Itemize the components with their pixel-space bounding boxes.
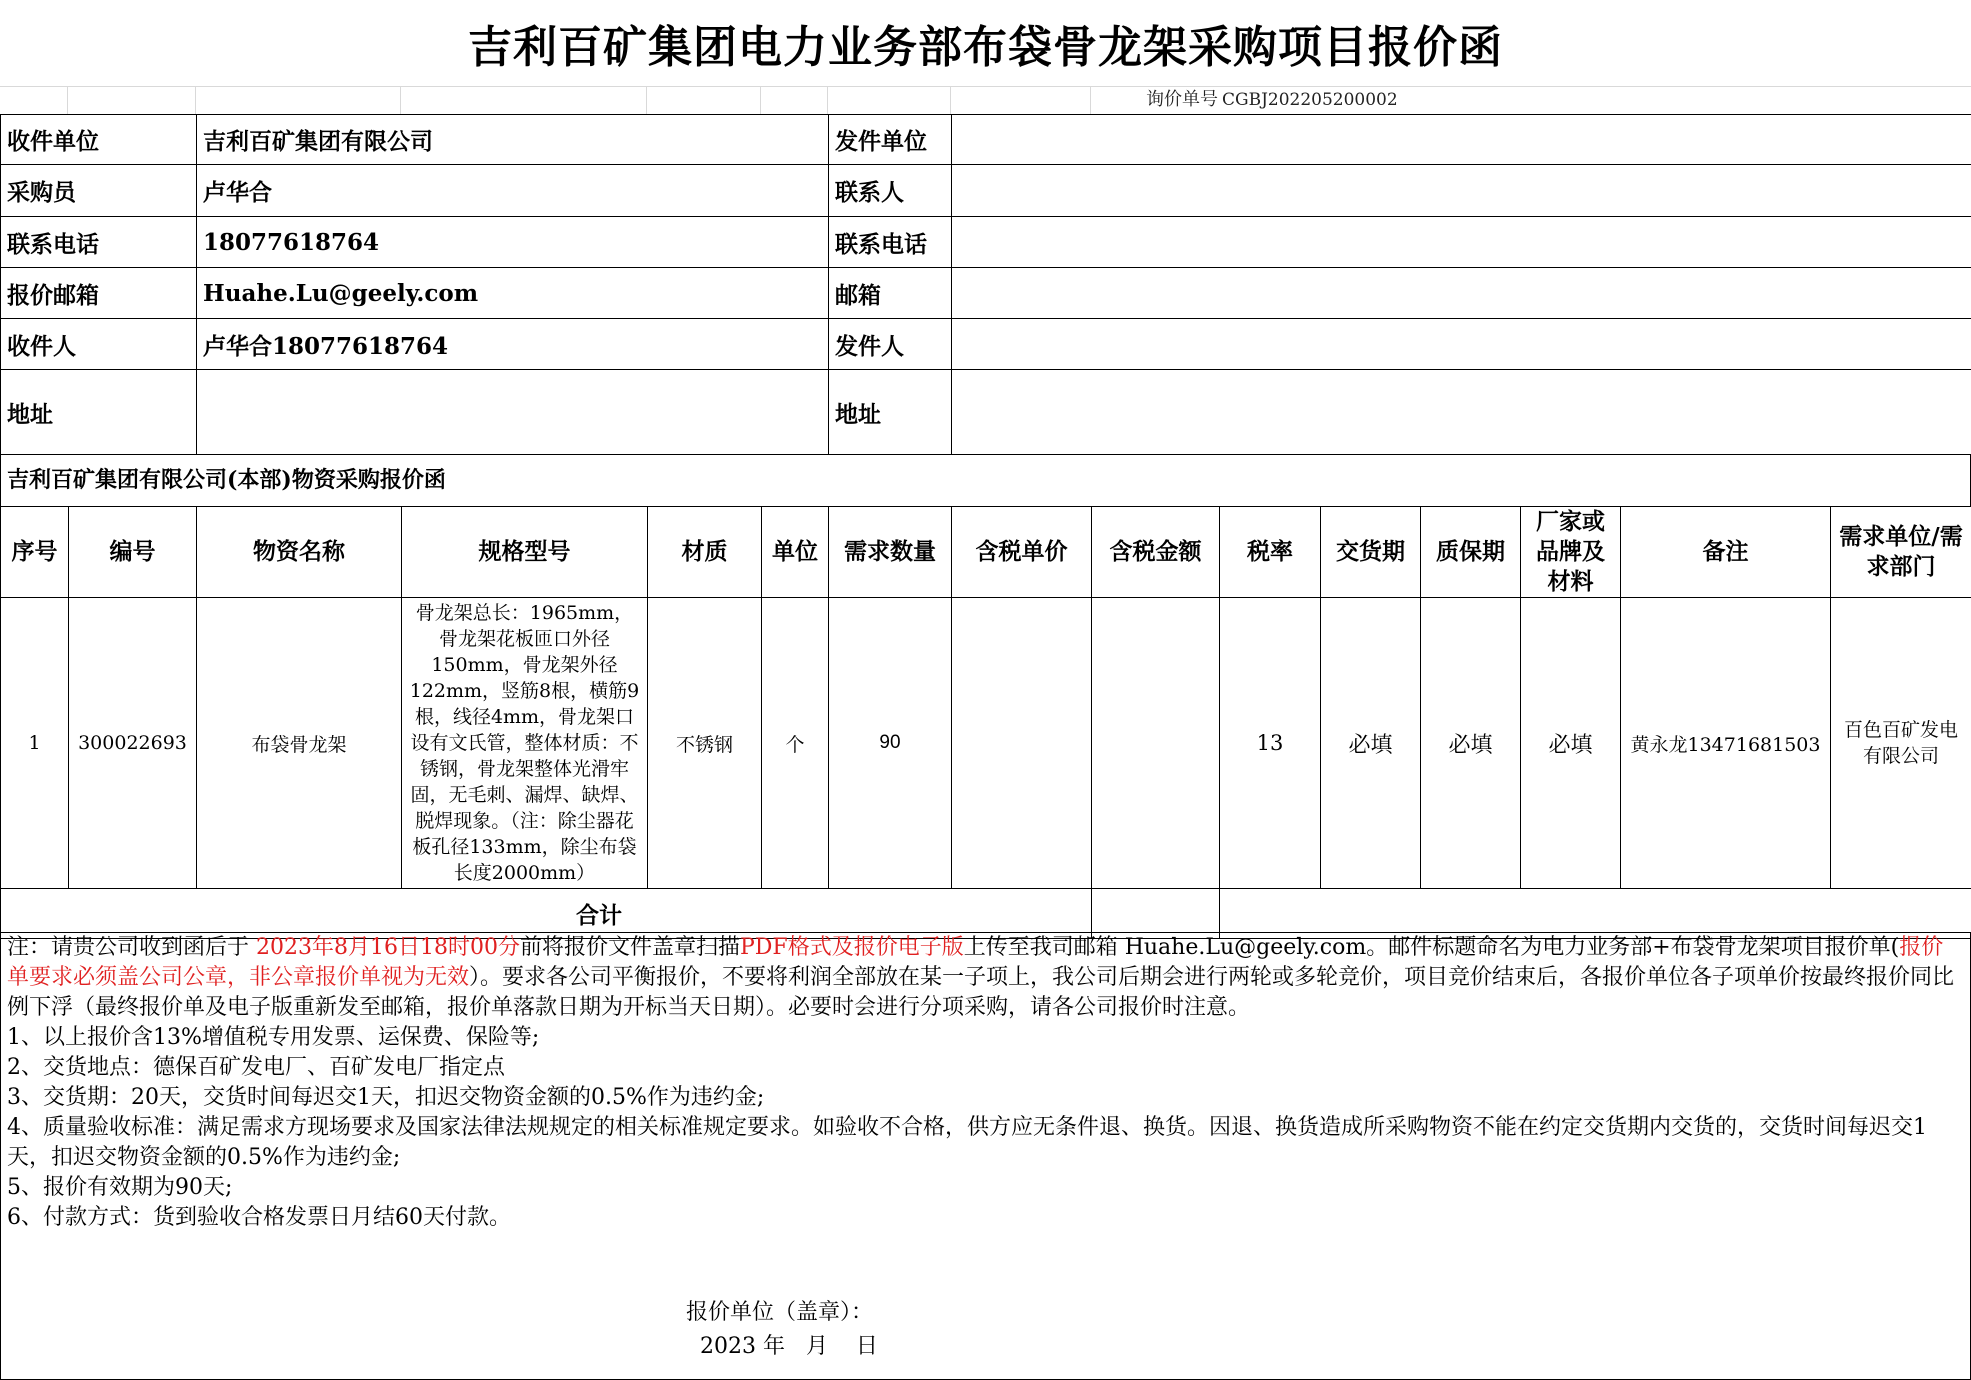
quoting-unit-seal-label: 报价单位（盖章）： bbox=[686, 1300, 874, 1325]
recipient-company-value: 吉利百矿集团有限公司 bbox=[197, 115, 829, 165]
row-no: 1 bbox=[1, 598, 69, 889]
notes-text: 前将报价文件盖章扫描 bbox=[519, 935, 740, 960]
header-cell: 单位 bbox=[762, 507, 829, 598]
note-item: 5、报价有效期为90天; bbox=[7, 1175, 233, 1200]
sender-value[interactable] bbox=[952, 319, 1971, 370]
total-amount-cell[interactable] bbox=[1092, 889, 1220, 939]
blank-grid-row bbox=[0, 86, 1971, 114]
sender-email-value[interactable] bbox=[952, 268, 1971, 319]
row-code: 300022693 bbox=[69, 598, 197, 889]
receiver-value: 卢华合18077618764 bbox=[197, 319, 829, 370]
note-item: 3、交货期：20天，交货时间每迟交1天，扣迟交物资金额的0.5%作为违约金; bbox=[7, 1085, 765, 1110]
notes-text: 上传至我司邮箱 Huahe.Lu@geely.com。邮件标题命名为电力业务部+布袋骨龙架项目报价单( bbox=[963, 935, 1900, 960]
note-item: 6、付款方式：货到验收合格发票日月结60天付款。 bbox=[7, 1205, 511, 1230]
grid-cell bbox=[647, 86, 761, 114]
note-item: 1、以上报价含13%增值税专用发票、运保费、保险等; bbox=[7, 1025, 540, 1050]
signature-block bbox=[686, 1296, 878, 1364]
buyer-phone-value: 18077618764 bbox=[197, 217, 829, 268]
info-row bbox=[1, 165, 1971, 217]
row-remark: 黄永龙13471681503 bbox=[1621, 598, 1831, 889]
grid-cell bbox=[828, 86, 951, 114]
row-amount-input[interactable] bbox=[1092, 598, 1220, 889]
header-cell: 需求数量 bbox=[829, 507, 952, 598]
inquiry-number-label: 询价单号 bbox=[1146, 89, 1218, 110]
contact-person-label: 联系人 bbox=[829, 165, 952, 217]
grid-cell bbox=[951, 86, 1091, 114]
info-row bbox=[1, 370, 1971, 455]
format-highlight: PDF格式及报价电子版 bbox=[739, 935, 964, 960]
sender-label: 发件人 bbox=[829, 319, 952, 370]
row-warranty[interactable]: 必填 bbox=[1421, 598, 1521, 889]
header-cell: 物资名称 bbox=[197, 507, 402, 598]
grid-cell bbox=[401, 86, 647, 114]
info-row bbox=[1, 268, 1971, 319]
header-cell: 材质 bbox=[648, 507, 762, 598]
inquiry-number-value: CGBJ202205200002 bbox=[1222, 90, 1398, 110]
contact-info-table bbox=[0, 114, 1971, 455]
info-row bbox=[1, 319, 1971, 370]
section-title: 吉利百矿集团有限公司(本部)物资采购报价函 bbox=[0, 454, 1971, 506]
info-row bbox=[1, 217, 1971, 268]
row-unit: 个 bbox=[762, 598, 829, 889]
header-cell: 含税单价 bbox=[952, 507, 1092, 598]
recipient-address-value bbox=[197, 370, 829, 455]
row-dept: 百色百矿发电有限公司 bbox=[1831, 598, 1971, 889]
row-name: 布袋骨龙架 bbox=[197, 598, 402, 889]
grid-cell bbox=[761, 86, 828, 114]
recipient-address-label: 地址 bbox=[1, 370, 197, 455]
header-cell: 含税金额 bbox=[1092, 507, 1220, 598]
buyer-phone-label: 联系电话 bbox=[1, 217, 197, 268]
header-cell: 税率 bbox=[1220, 507, 1321, 598]
row-unit-price-input[interactable] bbox=[952, 598, 1092, 889]
header-cell: 规格型号 bbox=[402, 507, 648, 598]
notes-text: ）。要求各公司平衡报价，不要将利润全部放在某一子项上，我公司后期会进行两轮或多轮竞价，项目竞价结束后，各报价单位各子项单价按最终报价同比例下浮（最终报价单及电子版重新发至邮箱，报价单落款日期为开标当天日期）。必要时会进行分项采购，请各公司报价时注意。 bbox=[7, 965, 1955, 1020]
sender-company-label: 发件单位 bbox=[829, 115, 952, 165]
sender-phone-label: 联系电话 bbox=[829, 217, 952, 268]
grid-cell bbox=[196, 86, 401, 114]
header-cell: 厂家或品牌及材料 bbox=[1521, 507, 1621, 598]
row-spec: 骨龙架总长：1965mm，骨龙架花板匝口外径150mm，骨龙架外径122mm，竖筋8根，横筋9根，线径4mm，骨龙架口设有文氏管，整体材质：不锈钢，骨龙架整体光滑牢固，无毛刺、漏焊、缺焊、脱焊现象。（注：除尘器花板孔径133mm，除尘布袋长度2000mm） bbox=[402, 598, 648, 889]
note-item: 4、质量验收标准：满足需求方现场要求及国家法律法规规定的相关标准规定要求。如验收不合格，供方应无条件退、换货。因退、换货造成所采购物资不能在约定交货期内交货的，交货时间每迟交1天，扣迟交物资金额的0.5%作为违约金; bbox=[7, 1115, 1928, 1170]
info-row bbox=[1, 115, 1971, 165]
sender-address-value[interactable] bbox=[952, 370, 1971, 455]
deadline-highlight: 2023年8月16日18时00分 bbox=[256, 935, 520, 960]
row-delivery[interactable]: 必填 bbox=[1321, 598, 1421, 889]
header-cell: 备注 bbox=[1621, 507, 1831, 598]
grid-cell bbox=[0, 86, 68, 114]
header-cell: 质保期 bbox=[1421, 507, 1521, 598]
row-tax: 13 bbox=[1220, 598, 1321, 889]
header-cell: 需求单位/需求部门 bbox=[1831, 507, 1971, 598]
quote-email-label: 报价邮箱 bbox=[1, 268, 197, 319]
row-material: 不锈钢 bbox=[648, 598, 762, 889]
sender-email-label: 邮箱 bbox=[829, 268, 952, 319]
grid-cell bbox=[68, 86, 196, 114]
sender-phone-value[interactable] bbox=[952, 217, 1971, 268]
seal-requirement-highlight: 报价单要求必须盖公司公章，非公章报价单视为无效 bbox=[7, 935, 1944, 990]
items-table bbox=[0, 506, 1971, 939]
table-row bbox=[1, 598, 1971, 889]
contact-person-value[interactable] bbox=[952, 165, 1971, 217]
total-blank-cell bbox=[1220, 889, 1971, 939]
sender-company-value[interactable] bbox=[952, 115, 1971, 165]
notes-intro bbox=[7, 933, 1964, 1023]
quote-email-value: Huahe.Lu@geely.com bbox=[197, 268, 829, 319]
total-label: 合计 bbox=[1, 889, 1092, 939]
note-item: 2、交货地点：德保百矿发电厂、百矿发电厂指定点 bbox=[7, 1055, 505, 1080]
sender-address-label: 地址 bbox=[829, 370, 952, 455]
row-brand[interactable]: 必填 bbox=[1521, 598, 1621, 889]
header-cell: 编号 bbox=[69, 507, 197, 598]
row-qty: 90 bbox=[829, 598, 952, 889]
table-header-row bbox=[1, 507, 1971, 598]
signature-date: 2023 年 月 日 bbox=[700, 1334, 878, 1359]
notes-block bbox=[0, 932, 1971, 1380]
header-cell: 交货期 bbox=[1321, 507, 1421, 598]
header-cell: 序号 bbox=[1, 507, 69, 598]
notes-text: 注：请贵公司收到函后于 bbox=[7, 935, 256, 960]
total-row bbox=[1, 889, 1971, 939]
buyer-value: 卢华合 bbox=[197, 165, 829, 217]
buyer-label: 采购员 bbox=[1, 165, 197, 217]
recipient-company-label: 收件单位 bbox=[1, 115, 197, 165]
document-title: 吉利百矿集团电力业务部布袋骨龙架采购项目报价函 bbox=[0, 0, 1971, 87]
receiver-label: 收件人 bbox=[1, 319, 197, 370]
